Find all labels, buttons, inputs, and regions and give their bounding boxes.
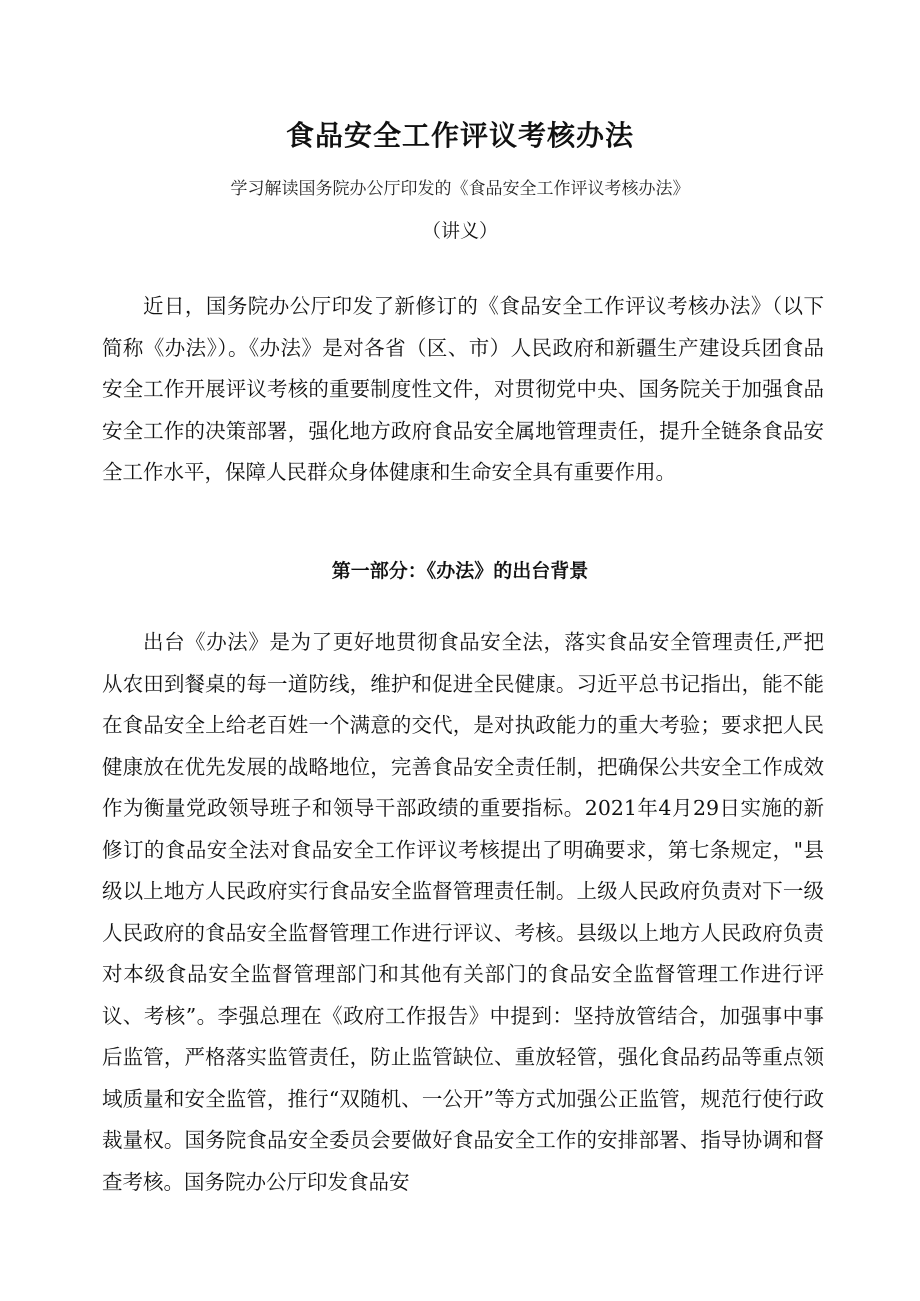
section-paragraph: 出台《办法》是为了更好地贯彻食品安全法，落实食品安全管理责任,严把从农田到餐桌的每一道防线，维护和促进全民健康。习近平总书记指出，能不能在食品安全上给老百姓一个满意的交代，是对执政能力的重大考验；要求把人民健康放在优先发展的战略地位，完善食品安全责任制，把确保公共安全工作成效作为衡量党政领导班子和领导干部政绩的重要指标。2021年4月29日实施的新修订的食品安全法对食品安全工作评议考核提出了明确要求，第七条规定，"县级以上地方人民政府实行食品安全监督管理责任制。上级人民政府负责对下一级人民政府的食品安全监督管理工作进行评议、考核。县级以上地方人民政府负责对本级食品安全监督管理部门和其他有关部门的食品安全监督管理工作进行评议、考核”。李强总理在《政府工作报告》中提到：坚持放管结合，加强事中事后监管，严格落实监管责任，防止监管缺位、重放轻管，强化食品药品等重点领域质量和安全监管，推行“双随机、一公开”等方式加强公正监管，规范行使行政裁量权。国务院食品安全委员会要做好食品安全工作的安排部署、指导协调和督查考核。国务院办公厅印发食品安 — [102, 630, 824, 1194]
intro-paragraph: 近日，国务院办公厅印发了新修订的《食品安全工作评议考核办法》（以下简称《办法》）。《办法》是对各省（区、市）人民政府和新疆生产建设兵团食品安全工作开展评议考核的重要制度性文件，对贯彻党中央、国务院关于加强食品安全工作的决策部署，强化地方政府食品安全属地管理责任，提升全链条食品安全工作水平，保障人民群众身体健康和生命安全具有重要作用。 — [102, 294, 824, 484]
document-note: （讲义） — [421, 220, 498, 242]
document-subtitle: 学习解读国务院办公厅印发的《食品安全工作评议考核办法》 — [230, 179, 690, 199]
document-title: 食品安全工作评议考核办法 — [285, 119, 634, 152]
section-heading: 第一部分：《办法》的出台背景 — [331, 560, 589, 582]
